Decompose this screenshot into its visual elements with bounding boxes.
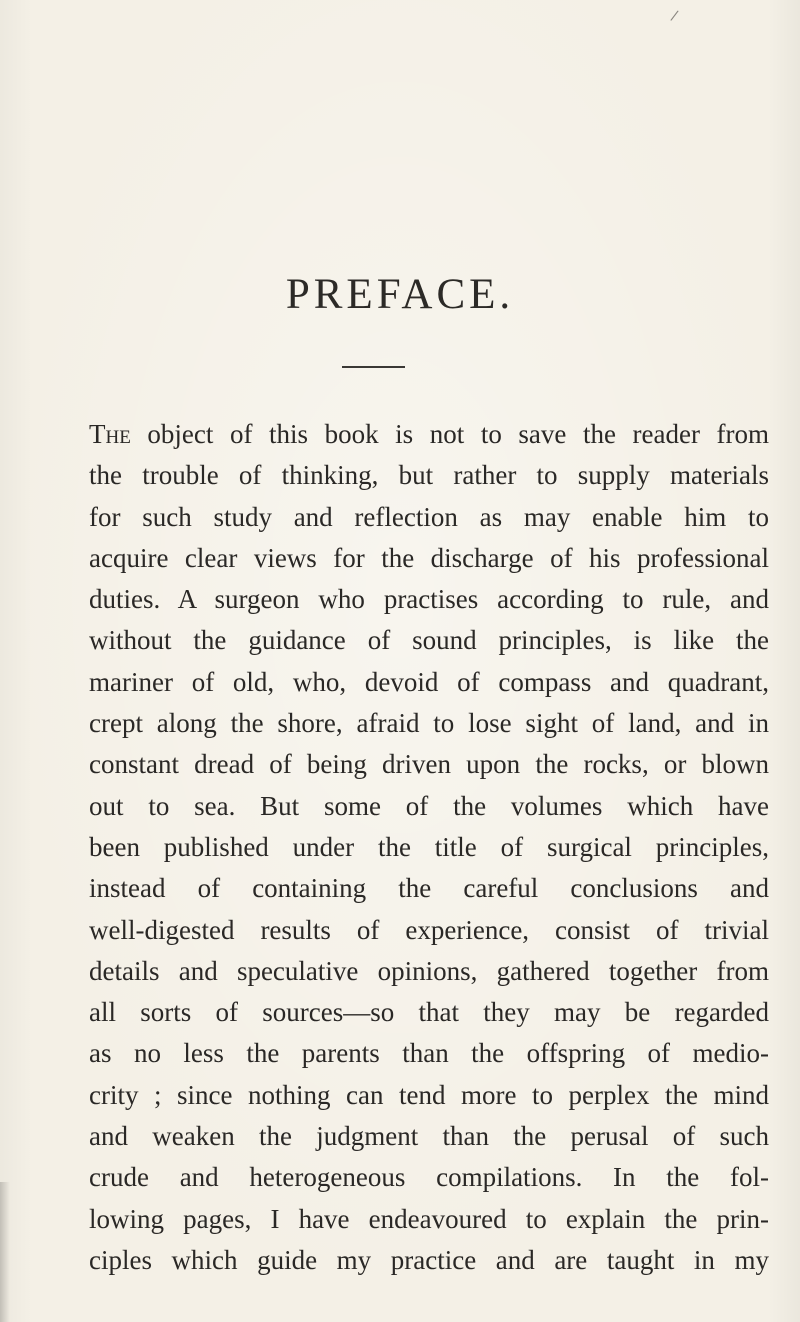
first-word: The [89,419,131,449]
text-line: mariner of old, who, devoid of compass and quadrant, [89,666,769,697]
text-line: instead of containing the careful conclusions and [89,873,769,904]
text-line: without the guidance of sound principles, is like the [89,625,769,656]
page-title: PREFACE. [285,271,515,318]
text-line: all sorts of sources—so that they may be regarded [89,997,769,1028]
text-line: details and speculative opinions, gathered together from [89,955,769,986]
preface-text [89,414,769,1281]
text-line: the trouble of thinking, but rather to supply materials [89,460,769,491]
text-line: crity ; since nothing can tend more to perplex the mind [89,1079,769,1110]
text-line: constant dread of being driven upon the rocks, or blown [89,749,769,780]
corner-mark: / [669,7,680,25]
text-line: out to sea. But some of the volumes which have [89,790,769,821]
text-line [89,414,769,455]
text-line: lowing pages, I have endeavoured to explain the prin- [89,1203,769,1234]
line-1-text: object of this book is not to save the reader from [130,419,769,449]
page-edge-shadow [0,1182,10,1322]
text-line: well-digested results of experience, consist of trivial [89,914,769,945]
text-line: crude and heterogeneous compilations. In the fol- [89,1162,769,1193]
text-line: duties. A surgeon who practises according to rule, and [89,584,769,615]
text-line: as no less the parents than the offspring of medio- [89,1038,769,1069]
text-line: for such study and reflection as may enable him to [89,501,769,532]
text-line: crept along the shore, afraid to lose sight of land, and in [89,708,769,739]
text-line: been published under the title of surgical principles, [89,831,769,862]
title-rule [342,366,405,368]
text-line: ciples which guide my practice and are taught in my [89,1244,769,1275]
text-line: and weaken the judgment than the perusal of such [89,1121,769,1152]
text-line: acquire clear views for the discharge of his professional [89,542,769,573]
